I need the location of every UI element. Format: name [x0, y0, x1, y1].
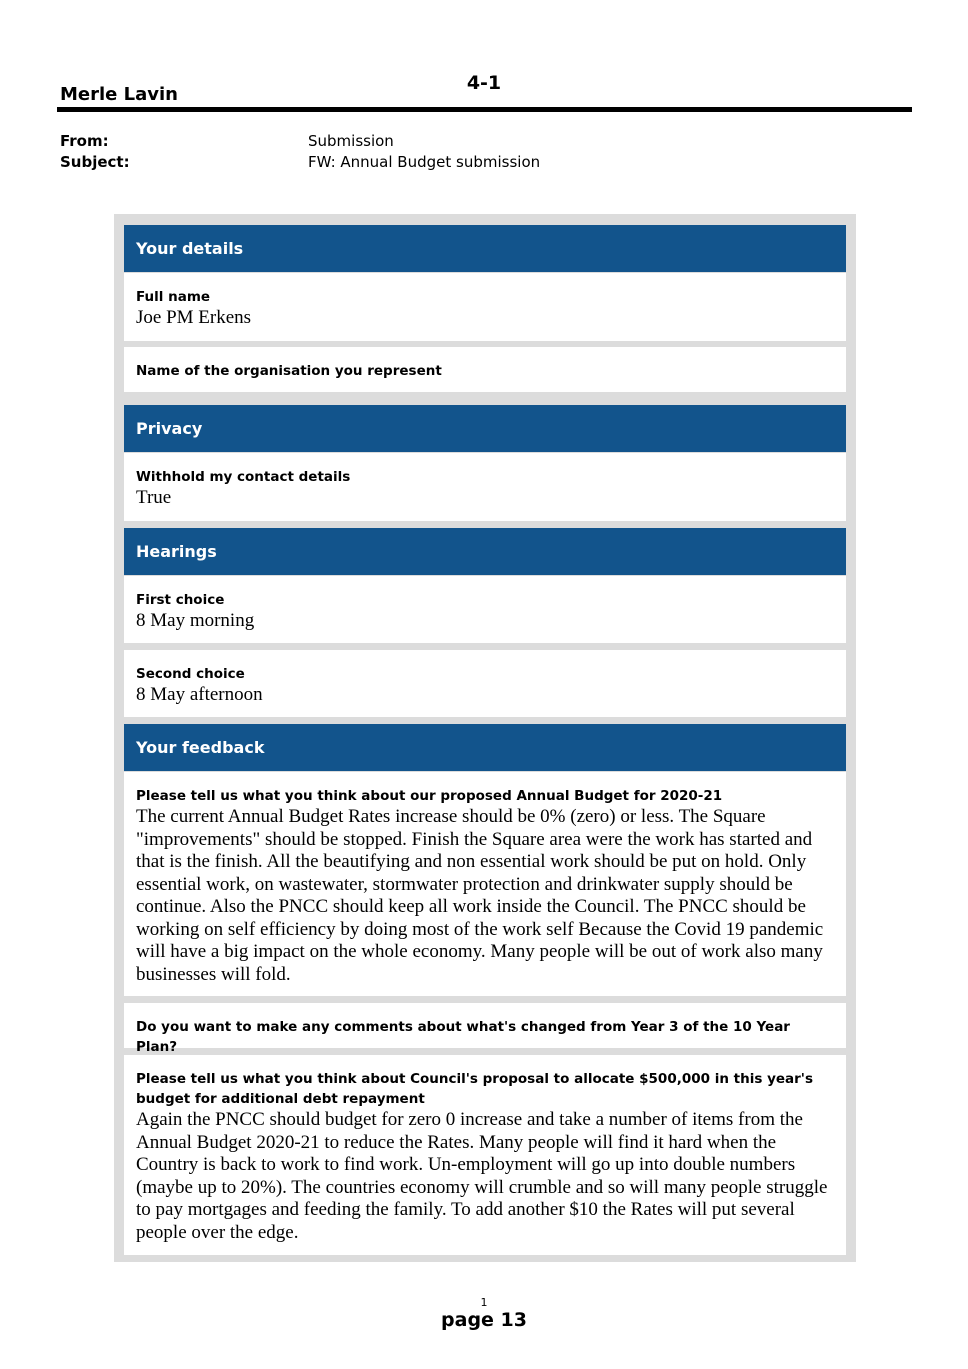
- debt-repayment-answer: Again the PNCC should budget for zero 0 increase and take a number of items from the Annual Budget 2020-21 to reduce the Rates. Many people will find it hard when the Country is back to work to find work. Un-employment will go up into double numbers (maybe up to 20%). The countries economy will crumble and so will many people struggle to pay mortgages and feeding the family. To add another $10 the Rates will put several people over the edge.: [136, 1109, 828, 1243]
- debt-repayment-question: Please tell us what you think about Council's proposal to allocate $500,000 in this year's budget for additional debt repayment: [136, 1071, 813, 1107]
- annual-budget-answer: The current Annual Budget Rates increase should be 0% (zero) or less. The Square "improvements" should be stopped. Finish the Square area were the work has started and that is the finish. All the beautifying and non essential work should be put on hold. Only essential work, on wastewater, stormwater protection and drinkwater supply should be continue. Also the PNCC should keep all work inside the Council. The PNCC should be working on self efficiency by doing most of the work self Because the Covid 19 pandemic will have a big impact on the whole economy. Many people will be out of work also many businesses will fold.: [136, 806, 824, 985]
- field-first-choice: [124, 576, 846, 643]
- page-footer-label: page 13: [441, 1309, 527, 1331]
- withhold-label: Withhold my contact details: [136, 469, 351, 485]
- second-choice-value: 8 May afternoon: [136, 684, 263, 705]
- first-choice-label: First choice: [136, 592, 225, 608]
- field-withhold-contact: [124, 453, 846, 521]
- section-your-details-heading: Your details: [124, 225, 846, 272]
- field-organisation: [124, 347, 846, 392]
- year3-question: Do you want to make any comments about what's changed from Year 3 of the 10 Year Plan?: [136, 1019, 790, 1055]
- withhold-value: True: [136, 487, 172, 508]
- field-full-name: [124, 273, 846, 341]
- field-annual-budget-feedback: [124, 772, 846, 996]
- organisation-label: Name of the organisation you represent: [136, 363, 442, 379]
- section-privacy-heading: Privacy: [124, 405, 846, 452]
- sender-name: Merle Lavin: [60, 84, 178, 105]
- annual-budget-question: Please tell us what you think about our proposed Annual Budget for 2020-21: [136, 788, 723, 804]
- from-label: From:: [60, 132, 109, 150]
- page-number: 1: [480, 1296, 488, 1309]
- submission-form: [114, 214, 856, 1262]
- from-value: Submission: [308, 132, 394, 150]
- field-debt-repayment-feedback: [124, 1055, 846, 1255]
- section-hearings-heading: Hearings: [124, 528, 846, 575]
- subject-value: FW: Annual Budget submission: [308, 153, 541, 171]
- full-name-value: Joe PM Erkens: [136, 307, 252, 328]
- page-tag: 4-1: [466, 72, 502, 94]
- second-choice-label: Second choice: [136, 666, 245, 682]
- field-second-choice: [124, 650, 846, 717]
- section-feedback-heading: Your feedback: [124, 724, 846, 771]
- first-choice-value: 8 May morning: [136, 610, 255, 631]
- header-divider: [57, 107, 912, 112]
- full-name-label: Full name: [136, 289, 211, 305]
- field-year3-comments: [124, 1003, 846, 1055]
- subject-label: Subject:: [60, 153, 130, 171]
